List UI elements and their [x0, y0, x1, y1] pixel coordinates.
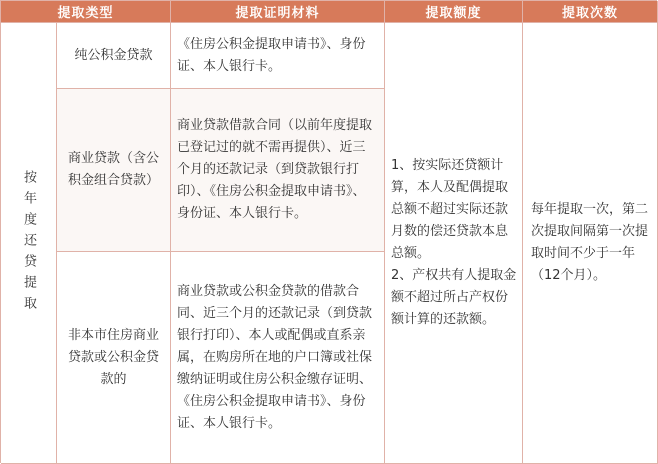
- header-amount: 提取额度: [385, 1, 523, 23]
- category-cell: [1, 23, 57, 464]
- amount-cell: [385, 23, 523, 464]
- subtype-label: 纯公积金贷款: [74, 47, 153, 63]
- subtype-cell-3: [57, 252, 171, 464]
- amount-item-2: 2、产权共有人提取金额不超过所占产权份额计算的还款额。: [391, 268, 517, 327]
- materials-cell-1: [171, 23, 385, 89]
- amount-item-1: 1、按实际还贷额计算，本人及配偶提取总额不超过实际还款月数的偿还贷款本息总额。: [391, 158, 509, 261]
- header-materials: 提取证明材料: [171, 1, 385, 23]
- subtype-label: 非本市住房商业贷款或公积金贷款的: [67, 327, 159, 387]
- header-type: 提取类型: [1, 1, 171, 23]
- materials-cell-2: [171, 89, 385, 252]
- materials-text: 《住房公积金提取申请书》、身份证、本人银行卡。: [177, 36, 366, 74]
- times-text: 每年提取一次，第二次提取间隔第一次提取时间不少于一年（12个月）。: [531, 202, 649, 283]
- subtype-label: 商业贷款（含公积金组合贷款）: [67, 151, 159, 188]
- times-cell: [523, 23, 658, 464]
- subtype-cell-1: [57, 23, 171, 89]
- subtype-cell-2: [57, 89, 171, 252]
- materials-cell-3: [171, 252, 385, 464]
- materials-text: 商业贷款借款合同（以前年度提取已登记过的就不需再提供）、近三个月的还款记录（到贷款银行打印）、《住房公积金提取申请书》、身份证、本人银行卡。: [177, 118, 373, 221]
- category-label: 按年度还贷提取: [21, 169, 36, 317]
- materials-text: 商业贷款或公积金贷款的借款合同、近三个月的还款记录（到贷款银行打印）、本人或配偶或直系亲属，在购房所在地的户口簿或社保缴纳证明或住房公积金缴存证明、《住房公积金提取申请书》、身份证、本人银行卡。: [177, 283, 373, 431]
- header-times: 提取次数: [523, 1, 658, 23]
